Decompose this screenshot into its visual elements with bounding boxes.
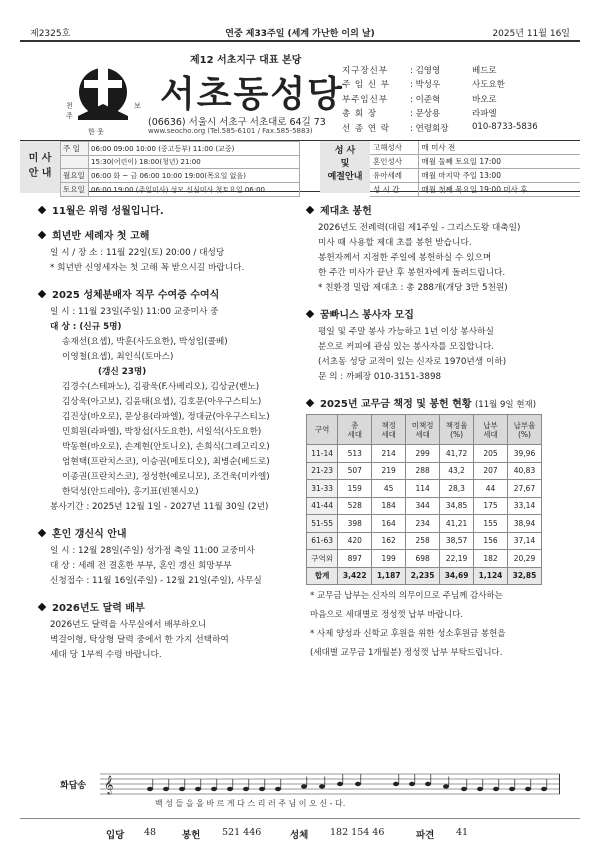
staff-row: 부주임신부 : 이준혁 바오로 — [342, 94, 497, 105]
issue-bar — [20, 22, 580, 42]
music-note-icon — [541, 787, 547, 791]
church-name: 서초동성당 — [160, 73, 344, 115]
table-cell: 22,19 — [440, 550, 474, 568]
staff-row: 지구장신부 : 김영영 베드로 — [342, 66, 497, 76]
music-note-icon — [179, 787, 185, 791]
church-logo-icon — [58, 60, 148, 140]
hymn-lyrics: 백 성 들 을 올 바 르 게 다 스 리 러 주 님 이 오 신 - 다. — [155, 799, 346, 808]
table-cell: 45 — [372, 480, 406, 498]
table-cell: 34,69 — [440, 567, 474, 585]
table-cell: 43,2 — [440, 462, 474, 480]
table-cell: 162 — [372, 532, 406, 550]
table-cell: 34,85 — [440, 497, 474, 515]
music-note-icon — [493, 787, 499, 791]
table-cell: 44 — [474, 480, 508, 498]
left-column — [38, 202, 300, 673]
table-cell: 1,124 — [474, 567, 508, 585]
table-cell: 40,83 — [508, 462, 542, 480]
music-note-icon — [393, 782, 399, 786]
table-cell: 207 — [474, 462, 508, 480]
notice-eucharist-ministers: 2025 성체분배자 직무 수여증 수여식 일 시 : 11월 23일(주일) 11:00 교중미사 중 대 상 : (신규 5명) 송재선(요셉), 박훈(사도요한), 박성임(콜베) 이영철(요셉), 최인식(토마스) (갱신 23명) 김경수(스테파노), 김광욱(F.사베리오), 김상균(벤노) 김상욱(아고보), 김윤태(요셉), 김호문(아우구스티노) 김진상(바오로), 문상용(라파엘), 정대균(아우구스티노) 민희원(라파엘), 박창섭(사도요한), 서일석(사도요한) 박동현(바오로), 손계현(안토니오), 손희식(그레고리오) 엄현택(프란치스코), 이승권(메토디오), 최병순(베드로) 이종권(프란치스코), 정성한(예로니모), 조건욱(미카엘) 한덕성(안드레아), 홍기표(빈첸시오) 봉사기간 : 2025년 12월 1일 - 2027년 11월 30일 (2년) — [38, 286, 300, 515]
table-cell: 41,72 — [440, 445, 474, 463]
table-cell: 61-63 — [307, 532, 338, 550]
table-cell: 398 — [338, 515, 372, 533]
music-note-icon — [227, 787, 233, 791]
table-cell: 175 — [474, 497, 508, 515]
diamond-bullet-icon — [38, 231, 46, 239]
table-header: 납부율 (%) — [508, 415, 542, 445]
table-row — [307, 515, 542, 533]
staff-row: 총 회 장 : 문상용 라파엘 — [342, 109, 497, 120]
table-cell: 698 — [406, 550, 440, 568]
response-psalm — [20, 770, 580, 810]
table-cell: 41-44 — [307, 497, 338, 515]
contribution-table — [306, 414, 542, 585]
table-cell: 38,57 — [440, 532, 474, 550]
table-cell: 182 — [474, 550, 508, 568]
table-row — [307, 445, 542, 463]
diamond-bullet-icon — [306, 399, 314, 407]
church-contact: www.seocho.org (Tel.585-6101 / Fax.585-5883) — [148, 127, 313, 135]
hymn-label: 화답송 — [60, 781, 87, 791]
sacrament-schedule: 고해성사 매 미사 전 혼인성사 매월 둘째 토요일 17:00 유아세례 매월 마지막 주일 13:00 성 시 간 매월 첫째 목요일 19:00 미사 후 — [370, 141, 580, 197]
table-row — [307, 550, 542, 568]
table-cell: 159 — [338, 480, 372, 498]
table-cell: 234 — [406, 515, 440, 533]
music-staff-icon — [100, 770, 560, 800]
issue-week: 연중 제33주일 (세계 가난한 이의 날) — [225, 29, 375, 39]
svg-text:주: 주 — [66, 112, 73, 120]
notice-altar-candles: 제대초 봉헌 2026년도 전례력(대림 제1주일 - 그리스도왕 대축일) 미사 때 사용할 제대 초를 봉헌 받습니다. 봉헌자께서 지정한 주일에 봉헌하실 수 있으며 한 주간 미사가 끝난 후 봉헌자에게 돌려드립니다. * 친환경 밀랍 제대초 : 총 288개(개당 3만 5천원) — [306, 202, 560, 296]
svg-text:보: 보 — [134, 102, 141, 110]
table-cell: 41,21 — [440, 515, 474, 533]
table-cell: 37,14 — [508, 532, 542, 550]
music-note-icon — [259, 787, 265, 791]
music-note-icon — [243, 787, 249, 791]
table-cell: 205 — [474, 445, 508, 463]
svg-text:𝄞: 𝄞 — [104, 775, 114, 794]
table-cell: 214 — [372, 445, 406, 463]
music-note-icon — [477, 787, 483, 791]
table-row — [307, 567, 542, 585]
table-cell: 299 — [406, 445, 440, 463]
right-column — [306, 202, 560, 671]
church-header — [20, 46, 580, 138]
table-cell: 39,96 — [508, 445, 542, 463]
table-cell: 420 — [338, 532, 372, 550]
issue-number: 제2325호 — [30, 29, 71, 39]
music-note-icon — [355, 782, 361, 786]
table-row — [307, 480, 542, 498]
music-note-icon — [337, 782, 343, 786]
music-note-icon — [509, 787, 515, 791]
table-cell: 51-55 — [307, 515, 338, 533]
table-row — [307, 462, 542, 480]
table-header: 납부 세대 — [474, 415, 508, 445]
table-header: 총 세대 — [338, 415, 372, 445]
music-note-icon — [461, 787, 467, 791]
music-note-icon — [195, 787, 201, 791]
table-header: 책정 세대 — [372, 415, 406, 445]
diamond-bullet-icon — [38, 603, 46, 611]
table-cell: 156 — [474, 532, 508, 550]
notice-marriage-renewal: 혼인 갱신식 안내 일 시 : 12월 28일(주일) 성가정 축일 11:00 교중미사 대 상 : 세례 전 결혼한 부부, 혼인 갱신 희망부부 신청접수 : 11월 16일(주일) - 12월 21일(주일), 사무실 — [38, 525, 300, 589]
church-subtitle: 제12 서초지구 대표 본당 — [190, 55, 302, 66]
table-cell: 288 — [406, 462, 440, 480]
hymn-numbers: 입당 48 봉헌 521 446 성체 182 154 46 파견 41 — [20, 818, 580, 844]
staff-row: 선 종 연 락 : 연령회장 010-8733-5836 — [342, 121, 538, 134]
table-cell: 구역외 — [307, 550, 338, 568]
notice-cafe-volunteers: 꿈빠니스 봉사자 모집 평일 및 주말 봉사 가능하고 1년 이상 봉사하실 분으로 커피에 관심 있는 봉사자를 모집합니다. (서초동 성당 교적이 있는 신자로 1970년생 이하) 문 의 : 까페장 010-3151-3898 — [306, 306, 560, 385]
diamond-bullet-icon — [38, 290, 46, 298]
music-note-icon — [409, 782, 415, 786]
svg-text:한 웃: 한 웃 — [88, 128, 104, 136]
table-cell: 344 — [406, 497, 440, 515]
diamond-bullet-icon — [38, 529, 46, 537]
mass-label: 미 사 안 내 — [20, 141, 60, 193]
table-cell: 21-23 — [307, 462, 338, 480]
table-cell: 114 — [406, 480, 440, 498]
issue-date: 2025년 11월 16일 — [492, 29, 570, 39]
table-cell: 528 — [338, 497, 372, 515]
table-cell: 11-14 — [307, 445, 338, 463]
table-header: 구역 — [307, 415, 338, 445]
table-header: 책정율 (%) — [440, 415, 474, 445]
table-cell: 155 — [474, 515, 508, 533]
table-cell: 3,422 — [338, 567, 372, 585]
staff-list — [342, 64, 572, 136]
mass-info — [20, 140, 580, 192]
music-note-icon — [163, 787, 169, 791]
music-note-icon — [425, 782, 431, 786]
table-cell: 38,94 — [508, 515, 542, 533]
table-header: 미책정 세대 — [406, 415, 440, 445]
church-address: (06636) 서울시 서초구 서초대로 64길 73 — [148, 117, 326, 128]
table-cell: 507 — [338, 462, 372, 480]
diamond-bullet-icon — [38, 206, 46, 214]
mass-schedule: 주 일 06:00 09:00 10:00 (중고등부) 11:00 (교중) 15:30(어린이) 18:00(청년) 21:00 월요일 06:00 화 ~ 금 06:00 10:00 19:00(목요일 없음) 토요일 06:00 19:00 (주일미사) 성모 신심미사 첫토요일 06:00 — [60, 141, 300, 197]
table-cell: 32,85 — [508, 567, 542, 585]
music-note-icon — [211, 787, 217, 791]
table-cell: 31-33 — [307, 480, 338, 498]
notice-calendar: 2026년도 달력 배부 2026년도 달력을 사무실에서 배부하오니 벽걸이형, 탁상형 달력 중에서 한 가지 선택하여 세대 당 1부씩 수령 바랍니다. — [38, 599, 300, 663]
table-cell: 27,67 — [508, 480, 542, 498]
table-cell: 219 — [372, 462, 406, 480]
table-cell: 20,29 — [508, 550, 542, 568]
music-note-icon — [443, 784, 449, 788]
diamond-bullet-icon — [306, 206, 314, 214]
music-note-icon — [525, 787, 531, 791]
table-cell: 897 — [338, 550, 372, 568]
table-cell: 2,235 — [406, 567, 440, 585]
table-cell: 164 — [372, 515, 406, 533]
table-cell: 184 — [372, 497, 406, 515]
table-cell: 199 — [372, 550, 406, 568]
music-note-icon — [319, 784, 325, 788]
sacrament-label: 성 사 및 예절안내 — [320, 141, 370, 193]
table-cell: 합계 — [307, 567, 338, 585]
staff-row: 주 임 신 부 : 박성우 사도요한 — [342, 80, 505, 91]
music-note-icon — [301, 784, 307, 788]
table-row — [307, 532, 542, 550]
table-cell: 513 — [338, 445, 372, 463]
music-note-icon — [275, 787, 281, 791]
notice-first-confession: 희년반 세례자 첫 고해 일 시 / 장 소 : 11월 22일(토) 20:00 / 대성당 * 희년반 신영세자는 첫 고해 꼭 받으시길 바랍니다. — [38, 227, 300, 276]
diamond-bullet-icon — [306, 310, 314, 318]
table-cell: 258 — [406, 532, 440, 550]
table-cell: 28,3 — [440, 480, 474, 498]
notice-memorial-month: 11월은 위령 성월입니다. — [38, 202, 300, 217]
table-row — [307, 497, 542, 515]
svg-text:천: 천 — [66, 102, 73, 110]
table-cell: 33,14 — [508, 497, 542, 515]
notice-contribution-status: 2025년 교무금 책정 및 봉헌 현황 (11월 9일 현재) 구역 총 세대 책정 세대 미책정 세대 책정율 (%) 납부 세대 납부율 (%) 11-14 513 214 299 41,72 205 39,96 21-23 507 219 288 43,2 207 40,83 31-33 159 45 114 28,3 44 27,67 41-44 528 184 344 34,85 175 33,14 51-55 398 164 234 41,21 155 38,94 61-63 420 162 258 38,57 156 37,14 구역외 897 199 698 22,19 182 20,29 합계 3,422 1,187 2,235 34,69 1,124 32,85 * 교무금 납부는 신자의 의무이므로 주님께 감사하는 마음으로 세대별로 정성껏 납부 바랍니다. * 사제 양성과 신학교 후원을 위한 성소후원금 봉헌을 (세대별 교무금 1개월분) 정성껏 납부 부탁드립니다. — [306, 395, 560, 661]
table-cell: 1,187 — [372, 567, 406, 585]
music-note-icon — [147, 787, 153, 791]
